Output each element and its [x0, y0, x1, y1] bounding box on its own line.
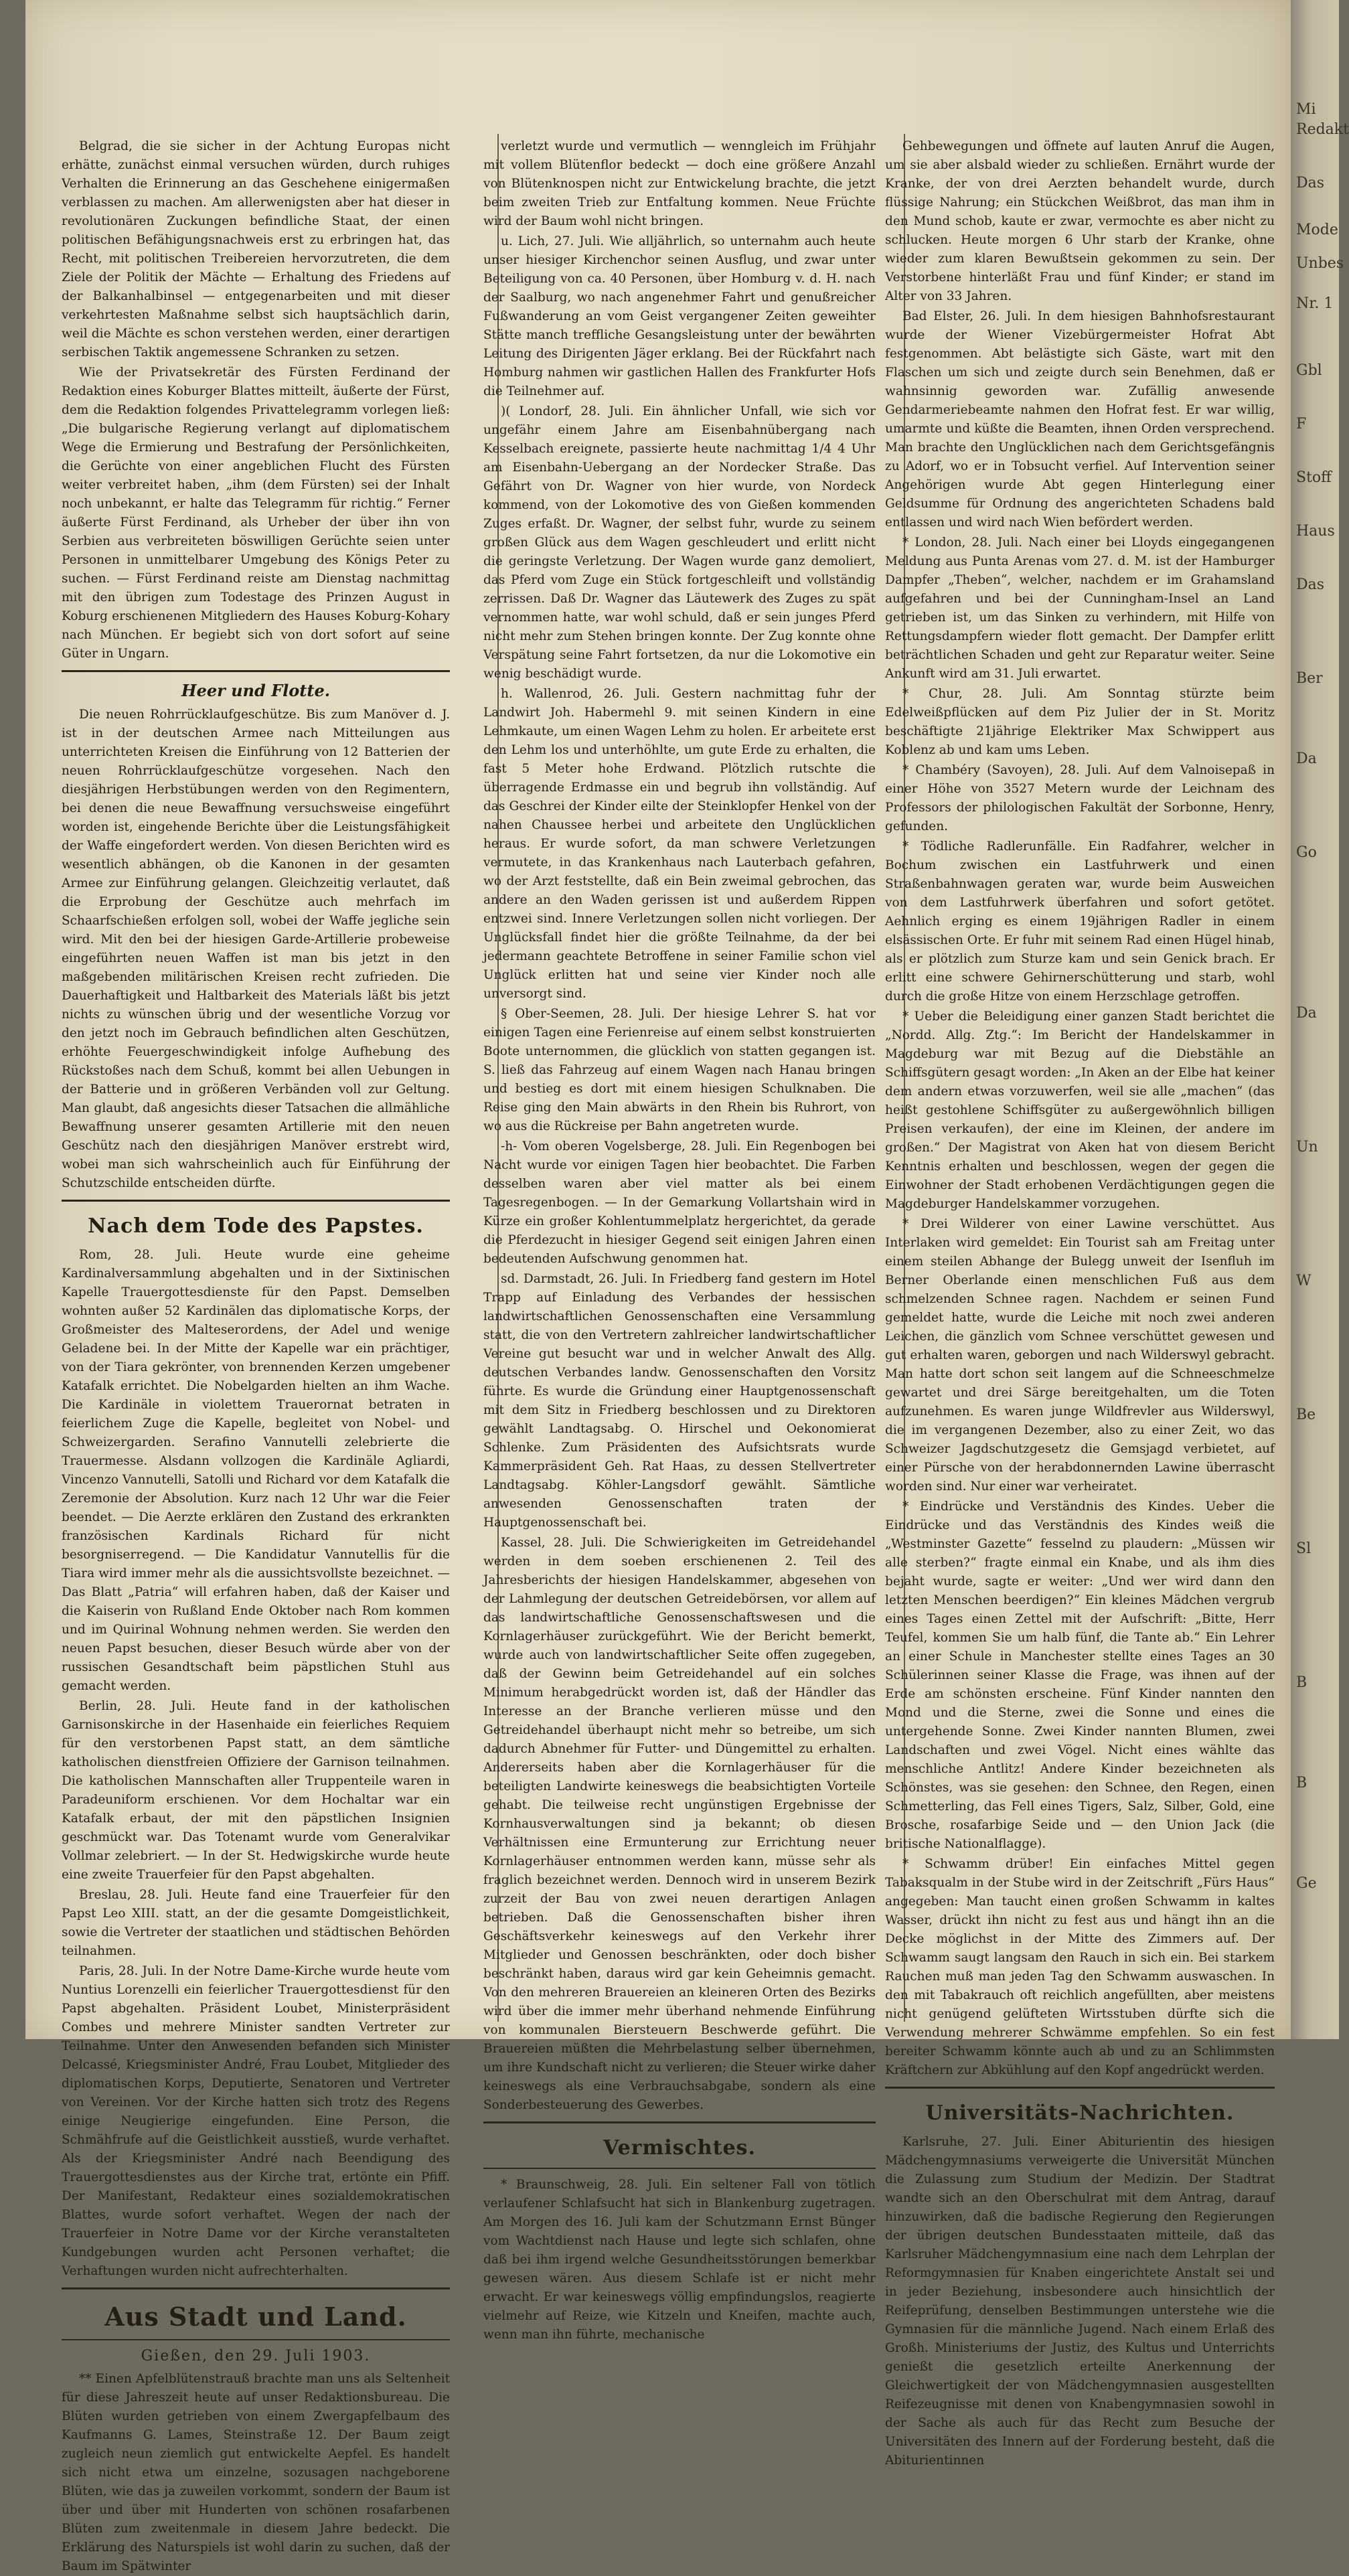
paragraph: -h- Vom oberen Vogelsberge, 28. Juli. Ein Regenbogen bei Nacht wurde vor einigen Tagen hier beobachtet. Die Farben desselben waren aber viel matter als bei einem Tagesregenbogen. — In der Gemarkung Vollartshain wird in Kürze ein großer Kohlentummelplatz hergerichtet, da gerade die Pferdezucht in hiesiger Gegend seit einigen Jahren einen bedeutenden Aufschwung genommen hat. [483, 1139, 876, 1266]
next-page-fragment: Be [1296, 1406, 1316, 1423]
section-title-papst: Nach dem Tode des Papstes. [88, 1214, 424, 1238]
next-page-fragment: Unbes [1296, 255, 1344, 272]
section-title-universitaet: Universitäts-Nachrichten. [925, 2101, 1235, 2125]
section-divider [62, 1200, 450, 1202]
column-2 [483, 137, 876, 2342]
article-universitaet [885, 2133, 1275, 2470]
newspaper-page [25, 0, 1291, 2573]
section-divider [62, 670, 450, 672]
paragraph: Belgrad, die sie sicher in der Achtung Europas nicht erhätte, zunächst einmal versuchen würden, durch ruhiges Verhalten die Erinnerung an das Geschehene einigermaßen verblassen zu machen. Am allerwenigsten aber hat dieser in revolutionären Zuckungen befindliche Staat, der einen politischen Befähigungsnachweis erst zu erbringen hat, das Recht, mit politischen Treibereien hervorzutreten, die dem Ziele der Politik der Mächte — Erhaltung des Friedens auf der Balkanhalbinsel — entgegenarbeiten und mit dieser verkehrtesten Maßnahme selbst sich hauptsächlich darin, weil die Mächte es schon verstehen werden, einer derartigen serbischen Taktik angemessene Schranken zu setzen. [62, 139, 450, 359]
next-page-fragment: Stoff [1296, 469, 1332, 486]
paragraph: § Ober-Seemen, 28. Juli. Der hiesige Lehrer S. hat vor einigen Tagen eine Ferienreise auf einem selbst konstruierten Boote unternommen, die glücklich von statten gegangen ist. S. ließ das Fahrzeug auf einem Wagen nach Hanau bringen und bestieg es dort mit einem hiesigen Schulknaben. Die Reise ging den Main abwärts in den Rhein bis Ruhrort, von wo aus die Rückreise per Bahn angetreten wurde. [483, 1007, 876, 1133]
next-page-fragment: Da [1296, 1005, 1317, 1022]
paragraph: * Ueber die Beleidigung einer ganzen Stadt berichtet die „Nordd. Allg. Ztg.“: Im Bericht der Handelskammer in Magdeburg war mit Bezug auf die Diebstähle an Schiffsgütern gesagt worden: „In Aken an der Elbe hat keiner dem andern etwas vorzuwerfen, weil sie alle „machen“ (das heißt gestohlene Schiffsgüter zu außergewöhnlich billigen Preisen verkaufen), der eine im Kleinen, der andere im großen.“ Der Magistrat von Aken hat von diesem Bericht Kenntnis erhalten und beschlossen, wegen der gegen die Einwohner der Stadt erhobenen Verdächtigungen gegen die Magdeburger Handelskammer vorzugehen. [885, 1010, 1275, 1211]
column-3 [885, 137, 1275, 2468]
paragraph: verletzt wurde und vermutlich — wenngleich im Frühjahr mit vollem Blütenflor bedeckt — doch eine größere Anzahl von Blütenknospen nicht zur Entwickelung brachte, die jetzt beim zweiten Trieb zur Entfaltung kommen. Neue Früchte wird der Baum wohl nicht bringen. [483, 139, 876, 228]
next-page-fragment: Das [1296, 175, 1325, 191]
paragraph: Paris, 28. Juli. In der Notre Dame-Kirche wurde heute vom Nuntius Lorenzelli ein feierlicher Trauergottesdienst für den Papst abgehalten. Präsident Loubet, Ministerpräsident Combes und mehrere Minister sandten Vertreter zur Teilnahme. Unter den Anwesenden befanden sich Minister Delcassé, Kriegsminister André, Frau Loubet, Mitglieder des diplomatischen Korps, Deputierte, Senatoren und Vertreter von Vereinen. Vor der Kirche hatten sich trotz des Regens einige Neugierige eingefunden. Eine Person, die Schmähfrufe auf die Geistlichkeit ausstieß, wurde verhaftet. Als der Kriegsminister André nach Beendigung des Trauergottesdienstes aus der Kirche trat, ertönte ein Pfiff. Der Manifestant, Redakteur eines sozialdemokratischen Blattes, wurde sofort verhaftet. Wegen der nach der Trauerfeier in Notre Dame vor der Kirche veranstalteten Kundgebungen wurden acht Personen verhaftet; die Verhaftungen wurden nicht aufrechterhalten. [62, 1964, 450, 2278]
section-divider [62, 2287, 450, 2289]
paragraph: Wie der Privatsekretär des Fürsten Ferdinand der Redaktion eines Koburger Blattes mitteilt, äußerte der Fürst, dem die Redaktion folgendes Privattelegramm vorlegen ließ: „Die bulgarische Regierung verlangt auf diplomatischem Wege die Ermierung und Bestrafung der Persönlichkeiten, die Gerüchte von einer angeblichen Flucht des Fürsten weiter verbreitet haben, „ihm (dem Fürsten) sei der Inhalt noch unbekannt, er halte das Telegramm für richtig.“ Ferner äußerte Fürst Ferdinand, als Urheber der über ihn von Serbien aus verbreiteten böswilligen Gerüchte seien unter Personen in unmittelbarer Umgebung des Königs Peter zu suchen. — Fürst Ferdinand reiste am Dienstag nachmittag mit den übrigen zum Todestage des Prinzen August in Koburg erschienenen Mitgliedern des Hauses Koburg-Kohary nach München. Er begiebt sich von dort sofort auf seine Güter in Ungarn. [62, 366, 450, 661]
next-page-fragment: B [1296, 1775, 1307, 1791]
paragraph: sd. Darmstadt, 26. Juli. In Friedberg fand gestern im Hotel Trapp auf Einladung des Verbandes der hessischen landwirtschaftlichen Genossenschaften eine Versammlung statt, die von den Vertretern zahlreicher landwirtschaftlicher Vereine gut besucht war und in welcher Anwalt des Allg. deutschen Verbandes landw. Genossenschaften den Vorsitz führte. Es wurde die Gründung einer Hauptgenossenschaft mit dem Sitz in Friedberg beschlossen und zu Direktoren gewählt Landtagsabg. O. Hirschel und Oekonomierat Schlenke. Zum Präsidenten des Aufsichtsrats wurde Kammerpräsident Geh. Rat Haas, zu dessen Stellvertreter Landtagsabg. Köhler-Langsdorf gewählt. Sämtliche anwesenden Genossenschaften traten der Hauptgenossenschaft bei. [483, 1272, 876, 1530]
paragraph: * Chambéry (Savoyen), 28. Juli. Auf dem Valnoisepaß in einer Höhe von 3527 Metern wurde der Leichnam des Professors der philologischen Fakultät der Sorbonne, Henry, gefunden. [885, 763, 1275, 833]
dateline: Gießen, den 29. Juli 1903. [141, 2348, 371, 2364]
article-heer [62, 706, 450, 1193]
article-vermischtes [483, 2176, 876, 2344]
next-page-fragment: Gbl [1296, 362, 1322, 379]
paragraph: * London, 28. Juli. Nach einer bei Lloyds eingegangenen Meldung aus Punta Arenas vom 27. d. M. ist der Hamburger Dampfer „Theben“, welcher, nachdem er im Grahamsland aufgefahren und bei der Cunningham-Insel an Land getrieben ist, um das Sinken zu verhindern, mit Hilfe von Rettungsdampfern wieder flott gemacht. Der Dampfer erlitt beträchtlichen Schaden und geht zur Reparatur weiter. Seine Ankunft wird am 31. Juli erwartet. [885, 536, 1275, 681]
paragraph: Kassel, 28. Juli. Die Schwierigkeiten im Getreidehandel werden in dem soeben erschienenen 2. Teil des Jahresberichts der hiesigen Handelskammer, abgesehen von der Lahmlegung der deutschen Getreidebörsen, vor allem auf das landwirtschaftliche Genossenschaftswesen und die Kornlagerhäuser zurückgeführt. Wie der Bericht bemerkt, wurde auch von landwirtschaftlicher Seite offen zugegeben, daß der Gewinn beim Getreidehandel auf ein solches Minimum herabgedrückt worden ist, daß der Händler das Interesse an der Branche verlieren müsse und den Getreidehandel überhaupt nicht mehr so betreibe, um sich dadurch Abnehmer für Futter- und Düngemittel zu erhalten. Andererseits haben aber die Kornlagerhäuser für die beteiligten Landwirte keineswegs die beabsichtigten Vorteile gehabt. Die teilweise recht ungünstigen Ergebnisse der Kornhausverwaltungen sind ja bekannt; ob diesen Verhältnissen eine Ermunterung zur Errichtung neuer Kornlagerhäuser entnommen werden kann, müsse sehr als fraglich bezeichnet werden. Dennoch wird in unserem Bezirk zurzeit der Bau von zwei neuen derartigen Anlagen betrieben. Daß die Genossenschaften bisher ihren Geschäftsverkehr keineswegs auf den Verkehr ihrer Mitglieder und Genossen beschränkten, oder doch bisher beschränkt haben, daraus wird gar kein Geheimnis gemacht. Von den mehreren Brauereien an kleineren Orten des Bezirks wird über die immer mehr überhand nehmende Einführung von kommunalen Biersteuern Beschwerde geführt. Die Brauereien müßten die Mehrbelastung selber übernehmen, um ihre Kundschaft nicht zu verlieren; die Steuer wirke daher keineswegs als eine Verbrauchsabgabe, sondern als eine Sonderbesteuerung des Gewerbes. [483, 1536, 876, 2112]
next-page-fragment: Haus [1296, 523, 1335, 540]
paragraph: * Chur, 28. Juli. Am Sonntag stürzte beim Edelweißpflücken auf dem Piz Julier der in St. Moritz beschäftigte 21jährige Elektriker Max Schwippert aus Koblenz ab und kam ums Leben. [885, 687, 1275, 757]
column-1 [62, 137, 450, 2573]
paragraph: Breslau, 28. Juli. Heute fand eine Trauerfeier für den Papst Leo XIII. statt, an der die gesamte Domgeistlichkeit, sowie die Vertreter der staatlichen und städtischen Behörden teilnahmen. [62, 1888, 450, 1958]
adjacent-page-edge [1291, 0, 1349, 2039]
paragraph: * Eindrücke und Verständnis des Kindes. Ueber die Eindrücke und das Verständnis des Kindes weiß die „Westminster Gazette“ fesselnd zu plaudern: „Müssen wir alle sterben?“ fragte einmal ein Knabe, und als ihm dies bejaht wurde, sagte er weiter: „Und wer wird dann den letzten Menschen beerdigen?“ Ein kleines Mädchen vergrub eines Tages einen Zettel mit der Aufschrift: „Bitte, Herr Teufel, kommen Sie um halb fünf, die Tante ab.“ Ein Lehrer an einer Schule in Manchester stellte eines Tages an 30 Schülerinnen seiner Klasse die Frage, was ihnen auf der Erde am schönsten erscheine. Fünf Kinder nannten den Mond und die Sterne, zwei die Sonne und eines die untergehende Sonne. Zwei Kinder nannten Blumen, zwei Landschaften und zwei Vögel. Nicht eines wählte das menschliche Antlitz! Andere Kinder bezeichneten als Schönstes, was sie gesehen: den Schnee, den Regen, einen Schmetterling, das Fell eines Tigers, Salz, Silber, Gold, eine Brosche, rosafarbige Seide und — den Union Jack (die britische Nationalflagge). [885, 1500, 1275, 1851]
section-divider [62, 2339, 450, 2340]
section-title-vermischtes: Vermischtes. [603, 2136, 756, 2160]
next-page-fragment: Da [1296, 750, 1317, 767]
next-page-fragment: Go [1296, 844, 1317, 861]
next-page-fragment: Sl [1296, 1540, 1312, 1557]
next-page-fragment: Mode [1296, 222, 1338, 238]
next-page-fragment: Redakt [1296, 121, 1349, 138]
paragraph: h. Wallenrod, 26. Juli. Gestern nachmittag fuhr der Landwirt Joh. Habermehl 9. mit seinen Kindern in eine Lehmkaute, um einen Wagen Lehm zu holen. Er arbeitete erst den Lehm los und unterhöhlte, um gute Erde zu erhalten, die fast 5 Meter hohe Erdwand. Plötzlich rutschte die überragende Erdmasse ein und begrub ihn vollständig. Auf das Geschrei der Kinder eilte der Steinklopfer Henkel von der nahen Chaussee herbei und arbeitete den Unglücklichen heraus. Er wurde sofort, da man schwere Verletzungen vermutete, in das Krankenhaus nach Lauterbach gefahren, wo der Arzt feststellte, daß ein Bein zweimal gebrochen, das andere an den Waden gerissen ist und außerdem Rippen entzwei sind. Innere Verletzungen sollen nicht vorliegen. Der Unglücksfall findet hier die größte Teilnahme, da der bei jedermann geachtete Betroffene in seiner Familie schon viel Unglück erlitten hat und seine vier Kinder noch alle unversorgt sind. [483, 687, 876, 1001]
paragraph: Die neuen Rohrrücklaufgeschütze. Bis zum Manöver d. J. ist in der deutschen Armee nach Mitteilungen aus unterrichteten Kreisen die Einführung von 12 Batterien der neuen Rohrrücklaufgeschütze vorgesehen. Nach den diesjährigen Herbstübungen werden von den Regimentern, bei denen die neue Bewaffnung versuchsweise eingeführt worden ist, eingehende Berichte über die Leistungsfähigkeit der Waffe eingefordert werden. Von diesen Berichten wird es wesentlich abhängen, ob die Kanonen in der gesamten Armee zur Einführung gelangen. Gleichzeitig verlautet, daß die Erprobung der Geschütze auch mehrfach im Schaarfschießen erfolgen soll, wobei der Waffe jegliche sein wird. Mit den bei der hiesigen Garde-Artillerie probeweise eingeführten neuen Waffen ist man bis jetzt in den maßgebenden militärischen Kreisen recht zufrieden. Die Dauerhaftigkeit und Haltbarkeit des Materials läßt bis jetzt nichts zu wünschen übrig und der wesentliche Vorzug vor den jetzt noch im Gebrauch befindlichen alten Geschützen, erhöhte Feuergeschwindigkeit infolge Aufhebung des Rückstoßes nach dem Schuß, kommt bei allen Uebungen in der Batterie und in größeren Verbänden voll zur Geltung. Man glaubt, daß angesichts dieser Tatsachen die allmähliche Bewaffnung unserer gesamten Artillerie mit den neuen Geschütz nach den diesjährigen Manöver erstrebt wird, wobei man sich wahrscheinlich auch für Einführung der Schutzschilde entscheiden dürfte. [62, 708, 450, 1190]
article-papst [62, 1246, 450, 2281]
articles-misc [885, 137, 1275, 2080]
next-page-fragment: Nr. 1 [1296, 295, 1334, 312]
paragraph: Bad Elster, 26. Juli. In dem hiesigen Bahnhofsrestaurant wurde der Wiener Vizebürgermeister Hofrat Abt festgenommen. Abt belästigte sich Gäste, wart mit den Flaschen um sich und zeigte durch sein Benehmen, daß er wahnsinnig geworden war. Zufällig anwesende Gendarmeriebeamte nahmen den Hofrat fest. Er war willig, umarmte und küßte die Beamten, ihnen Orden versprechend. Man brachte den Unglücklichen nach dem Gerichtsgefängnis zu Adorf, wo er in Tobsucht verfiel. Auf Intervention seiner Angehörigen wurde Abt gegen Hinterlegung einer Geldsumme für Ordnung des angerichteten Schadens bald entlassen und wird nach Wien befördert werden. [885, 309, 1275, 530]
paragraph: Gehbewegungen und öffnete auf lauten Anruf die Augen, um sie aber alsbald wieder zu schließen. Ernährt wurde der Kranke, der von drei Aerzten behandelt wurde, durch flüssige Nahrung; ein Stückchen Weißbrot, das man ihm in den Mund schob, kaute er zwar, vermochte es aber nicht zu schlucken. Heute morgen 6 Uhr starb der Kranke, ohne wieder zum klaren Bewußtsein gekommen zu sein. Der Verstorbene hinterläßt Frau und fünf Kinder; er stand im Alter von 33 Jahren. [885, 139, 1275, 303]
articles-local [483, 137, 876, 2115]
next-page-fragment: Un [1296, 1139, 1318, 1155]
next-page-fragment: F [1296, 416, 1307, 432]
section-divider [483, 2168, 876, 2169]
next-page-fragment: W [1296, 1273, 1312, 1289]
section-title-heer: Heer und Flotte. [181, 681, 331, 700]
section-divider [885, 2087, 1275, 2089]
next-page-fragment: Das [1296, 576, 1325, 593]
next-page-fragment: Ber [1296, 670, 1323, 687]
paragraph: )( Londorf, 28. Juli. Ein ähnlicher Unfall, wie sich vor ungefähr einem Jahre am Eisenbahnübergang nach Kesselbach ereignete, passierte heute nachmittag 1/4 4 Uhr am Eisenbahn-Uebergang an der Nordecker Straße. Das Gefährt von Dr. Wagner von hier wurde, von Nordeck kommend, von der Lokomotive des von Gießen kommenden Zuges erfaßt. Dr. Wagner, der selbst fuhr, wurde zu seinem großen Glück aus dem Wagen geschleudert und erlitt nicht die geringste Verletzung. Der Wagen wurde ganz demoliert, das Pferd vom Zuge ein Stück fortgeschleift und vollständig zerrissen. Daß Dr. Wagner das Läutewerk des Zuges zu spät vernommen hatte, war wohl schuld, daß er sein junges Pferd nicht mehr zum Stehen bringen konnte. Der Zug konnte ohne Verspätung seine Fahrt fortsetzen, da nur die Lokomotive ein wenig beschädigt wurde. [483, 404, 876, 681]
paragraph: * Schwamm drüber! Ein einfaches Mittel gegen Tabaksqualm in der Stube wird in der Zeitschrift „Fürs Haus“ angegeben: Man taucht einen großen Schwamm in kaltes Wasser, drückt ihn nicht zu fest aus und hängt ihn an die Decke möglichst in der Mitte des Zimmers auf. Der Schwamm saugt langsam den Rauch in sich ein. Bei starkem Rauchen muß man jeden Tag den Schwamm auswaschen. In den mit Tabakrauch oft reichlich angefüllten, aber meistens nicht genügend gelüfteten Wirtsstuben dürfte sich die Verwendung mehrerer Schwämme empfehlen. So ein fest bereiter Schwamm könnte auch ab und zu an Schlimmsten Kräftchern zur Abkühlung auf den Kopf angedrückt werden. [885, 1857, 1275, 2077]
paragraph: u. Lich, 27. Juli. Wie alljährlich, so unternahm auch heute unser hiesiger Kirchenchor seinen Ausflug, und zwar unter Beteiligung von ca. 40 Personen, über Homburg v. d. H. nach der Saalburg, wo nach angenehmer Fahrt und genußreicher Fußwanderung an vom Geist vergangener Zeiten geweihter Stätte manch treffliche Gesangsleistung unter der bewährten Leitung des Dirigenten Jäger erklang. Bei der Rückfahrt nach Homburg nahmen wir gastlichen Hallen des Frankfurter Hofs die Teilnehmer auf. [483, 234, 876, 398]
next-page-fragment: B [1296, 1674, 1307, 1691]
paragraph: * Drei Wilderer von einer Lawine verschüttet. Aus Interlaken wird gemeldet: Ein Tourist sah am Freitag unter einem steilen Abhange der Bulegg unweit der Isenfluh im Berner Oberlande einen menschlichen Fuß aus dem schmelzenden Schnee ragen. Nachdem er seinen Fund gemeldet hatte, wurde die Leiche mit noch zwei anderen Leichen, die gänzlich vom Schnee verschüttet gewesen und gut erhalten waren, geborgen und nach Wilderswyl gebracht. Man hatte dort schon seit langem auf die Schneeschmelze gewartet und drei Särge bereitgehalten, um die Toten aufzunehmen. Es waren junge Wildfrevler aus Wilderswyl, die im vergangenen Dezember, also zu einer Zeit, wo das Schweizer Jagdschutzgesetz die Gemsjagd verbietet, auf einer Pürsche von der herabdonnernden Lawine überrascht worden sind. Nur einer war verheiratet. [885, 1217, 1275, 1494]
paragraph: ** Einen Apfelblütenstrauß brachte man uns als Seltenheit für diese Jahreszeit heute auf unser Redaktionsbureau. Die Blüten wurden getrieben von einem Zwergapfelbaum des Kaufmanns G. Lames, Steinstraße 12. Der Baum zeigt zugleich neun ziemlich gut entwickelte Aepfel. Es handelt sich nicht etwa um einzelne, sozusagen nachgeborene Blüten, wie das ja zuweilen vorkommt, sondern der Baum ist über und über mit Hunderten von schönen rosafarbenen Blüten zum zweitenmale in diesem Jahre bedeckt. Die Erklärung des Naturspiels ist wohl darin zu suchen, daß der Baum im Spätwinter [62, 2372, 450, 2573]
paragraph: Karlsruhe, 27. Juli. Einer Abiturientin des hiesigen Mädchengymnasiums verweigerte die Universität München die Zulassung zum Studium der Medizin. Der Stadtrat wandte sich an den Oberschulrat mit dem Antrag, darauf hinzuwirken, daß die badische Regierung den Regierungen der übrigen deutschen Bundesstaaten mitteile, daß das Karlsruher Mädchengymnasium eine nach dem Lehrplan der Reformgymnasien für Knaben eingerichtete Anstalt sei und in jeder Beziehung, insbesondere auch hinsichtlich der Reifeprüfung, denselben Bestimmungen unterstehe wie die Gymnasien für die männliche Jugend. Nach einem Erlaß des Großh. Ministeriums der Justiz, des Kultus und Unterrichts genießt die gesetzlich erteilte Anerkennung der Gleichwertigkeit der von Mädchengymnasien ausgestellten Reifezeugnisse mit denen von Knabengymnasien sowohl in der Sache als auch für das Recht zum Besuche der Universitäten des Innern auf der Forderung besteht, daß die Abiturientinnen [885, 2135, 1275, 2468]
paragraph: Berlin, 28. Juli. Heute fand in der katholischen Garnisonskirche in der Hasenhaide ein feierliches Requiem für den verstorbenen Papst statt, an dem sämtliche katholischen dienstfreien Offiziere der Garnison teilnahmen. Die katholischen Mannschaften aller Truppenteile waren in Paradeuniform erschienen. Vor dem Hochaltar war ein Katafalk erbaut, der mit den päpstlichen Insignien geschmückt war. Das Totenamt wurde vom Generalvikar Vollmar zelebriert. — In der St. Hedwigskirche wurde heute eine zweite Trauerfeier für den Papst abgehalten. [62, 1699, 450, 1882]
section-divider [483, 2121, 876, 2123]
article-balkan [62, 137, 450, 663]
paragraph: * Braunschweig, 28. Juli. Ein seltener Fall von tötlich verlaufener Schlafsucht hat sich in Blankenburg zugetragen. Am Morgen des 16. Juli kam der Schutzmann Ernst Bünger vom Wachtdienst nach Hause und legte sich schlafen, ohne daß bei ihm irgend welche Gesundheitsstörungen bemerkbar gewesen wären. Aus diesem Schlafe ist er nicht mehr erwacht. Er war keineswegs völlig empfindungslos, reagierte vielmehr auf Reize, wie Kitzeln und Kneifen, machte auch, wenn man ihn führte, mechanische [483, 2178, 876, 2342]
next-page-fragment: Ge [1296, 1875, 1317, 1892]
next-page-fragment: Mi [1296, 101, 1316, 118]
section-title-stadt: Aus Stadt und Land. [104, 2302, 407, 2332]
paragraph: Rom, 28. Juli. Heute wurde eine geheime Kardinalversammlung abgehalten und in der Sixtinischen Kapelle Trauergottesdienste für den Papst. Demselben wohnten außer 52 Kardinälen das diplomatische Korps, der Großmeister des Malteserordens, der Adel und wenige Geladene bei. In der Mitte der Kapelle war ein prächtiger, von der Tiara gekrönter, von brennenden Kerzen umgebener Katafalk errichtet. Die Nobelgarden hielten an ihm Wache. Die Kardinäle in violettem Trauerornat betraten in feierlichem Zuge die Kapelle, begleitet von Nobel- und Schweizergarden. Serafino Vannutelli zelebrierte die Trauermesse. Alsdann vollzogen die Kardinäle Agliardi, Vincenzo Vannutelli, Satolli und Richard vor dem Katafalk die Zeremonie der Absolution. Kurz nach 12 Uhr war die Feier beendet. — Die Aerzte erklären den Zustand des erkrankten französischen Kardinals Richard für nicht besorgniserregend. — Die Kandidatur Vannutellis für die Tiara wird immer mehr als die aussichtsvollste bezeichnet. — Das Blatt „Patria“ will erfahren haben, daß der Kaiser und die Kaiserin von Rußland Ende Oktober nach Rom kommen und im Quirinal Wohnung nehmen werden. Sie werden den neuen Papst besuchen, dieser Besuch würde aber von der russischen Gesandtschaft beim päpstlichen Stuhl aus gemacht werden. [62, 1248, 450, 1693]
article-stadt [62, 2370, 450, 2576]
paragraph: * Tödliche Radlerunfälle. Ein Radfahrer, welcher in Bochum zwischen ein Lastfuhrwerk und einen Straßenbahnwagen geraten war, wurde beim Ausweichen von dem Lastfuhrwerk überfahren und sofort getötet. Aehnlich erging es einem 19jährigen Radler in einem elsässischen Orte. Er fuhr mit seinem Rad einen Hügel hinab, als er plötzlich zum Sturze kam und sein Genick brach. Er erlitt eine schwere Gehirnerschütterung und starb, wohl durch die große Hitze von einem Herzschlage getroffen. [885, 839, 1275, 1003]
